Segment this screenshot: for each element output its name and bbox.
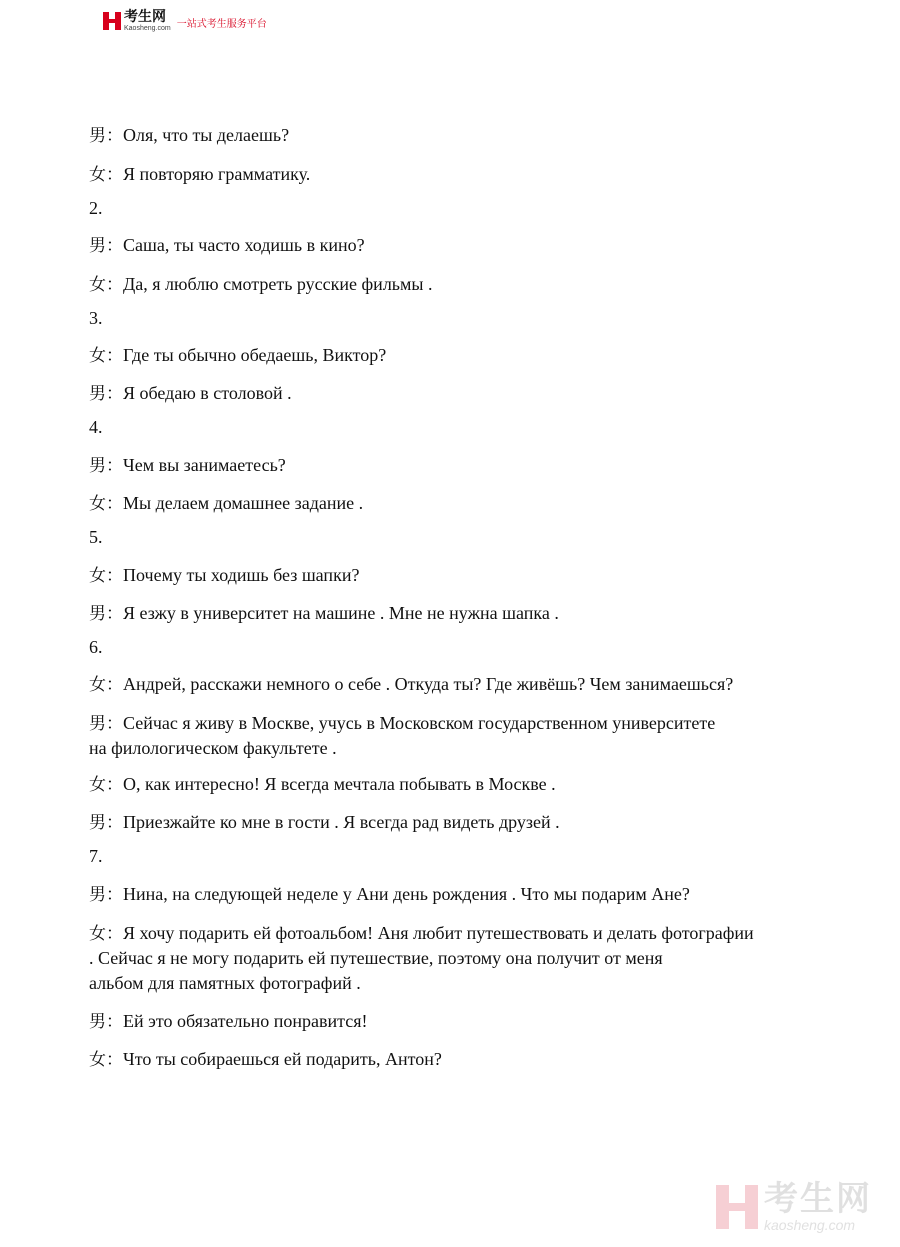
dialogue-line: 男：Я обедаю в столовой . — [89, 383, 292, 404]
watermark-cn: 考生网 — [764, 1179, 872, 1219]
dialogue-line: 女：Где ты обычно обедаешь, Виктор? — [89, 345, 387, 366]
section-number: 7. — [89, 846, 103, 866]
dialogue-line-continued: . Сейчас я не могу подарить ей путешествие, поэтому она получит от меня — [89, 948, 663, 968]
dialogue-line-continued: на филологическом факультете . — [89, 738, 337, 758]
watermark-logo — [716, 1179, 872, 1233]
dialogue-line: 女：Андрей, расскажи немного о себе . Откуда ты? Где живёшь? Чем занимаешься? — [89, 674, 734, 695]
watermark-icon — [716, 1185, 758, 1229]
dialogue-line: 男：Приезжайте ко мне в гости . Я всегда рад видеть друзей . — [89, 812, 560, 833]
section-number: 4. — [89, 417, 103, 437]
section-number: 5. — [89, 527, 103, 547]
section-number: 2. — [89, 198, 103, 218]
dialogue-line: 女：О, как интересно! Я всегда мечтала побывать в Москве . — [89, 774, 556, 795]
watermark-text — [764, 1179, 872, 1233]
dialogue-line: 女：Я повторяю грамматику. — [89, 164, 311, 185]
dialogue-line-continued: альбом для памятных фотографий . — [89, 973, 361, 993]
dialogue-line: 女：Я хочу подарить ей фотоальбом! Аня любит путешествовать и делать фотографии — [89, 923, 754, 944]
dialogue-line: 女：Почему ты ходишь без шапки? — [89, 565, 360, 586]
section-number: 3. — [89, 308, 103, 328]
dialogue-line: 男：Оля, что ты делаешь? — [89, 125, 290, 146]
section-number: 6. — [89, 637, 103, 657]
logo-en: Kaosheng.com — [124, 25, 171, 32]
header-logo — [103, 8, 267, 34]
watermark-en: kaosheng.com — [764, 1217, 856, 1233]
logo-text — [124, 10, 171, 32]
slogan: 一站式考生服务平台 — [176, 18, 267, 30]
dialogue-line: 男：Я езжу в университет на машине . Мне не нужна шапка . — [89, 603, 559, 624]
dialogue-line: 男：Чем вы занимаетесь? — [89, 455, 286, 476]
dialogue-line: 男：Саша, ты часто ходишь в кино? — [89, 235, 365, 256]
dialogue-line: 女：Что ты собираешься ей подарить, Антон? — [89, 1049, 442, 1070]
dialogue-line: 女：Да, я люблю смотреть русские фильмы . — [89, 274, 433, 295]
dialogue-line: 女：Мы делаем домашнее задание . — [89, 493, 364, 514]
dialogue-line: 男：Сейчас я живу в Москве, учусь в Московском государственном университете — [89, 713, 716, 734]
dialogue-line: 男：Нина, на следующей неделе у Ани день рождения . Что мы подарим Ане? — [89, 884, 690, 905]
logo-icon — [103, 11, 121, 31]
logo-cn: 考生网 — [124, 9, 166, 25]
dialogue-line: 男：Ей это обязательно понравится! — [89, 1011, 368, 1032]
